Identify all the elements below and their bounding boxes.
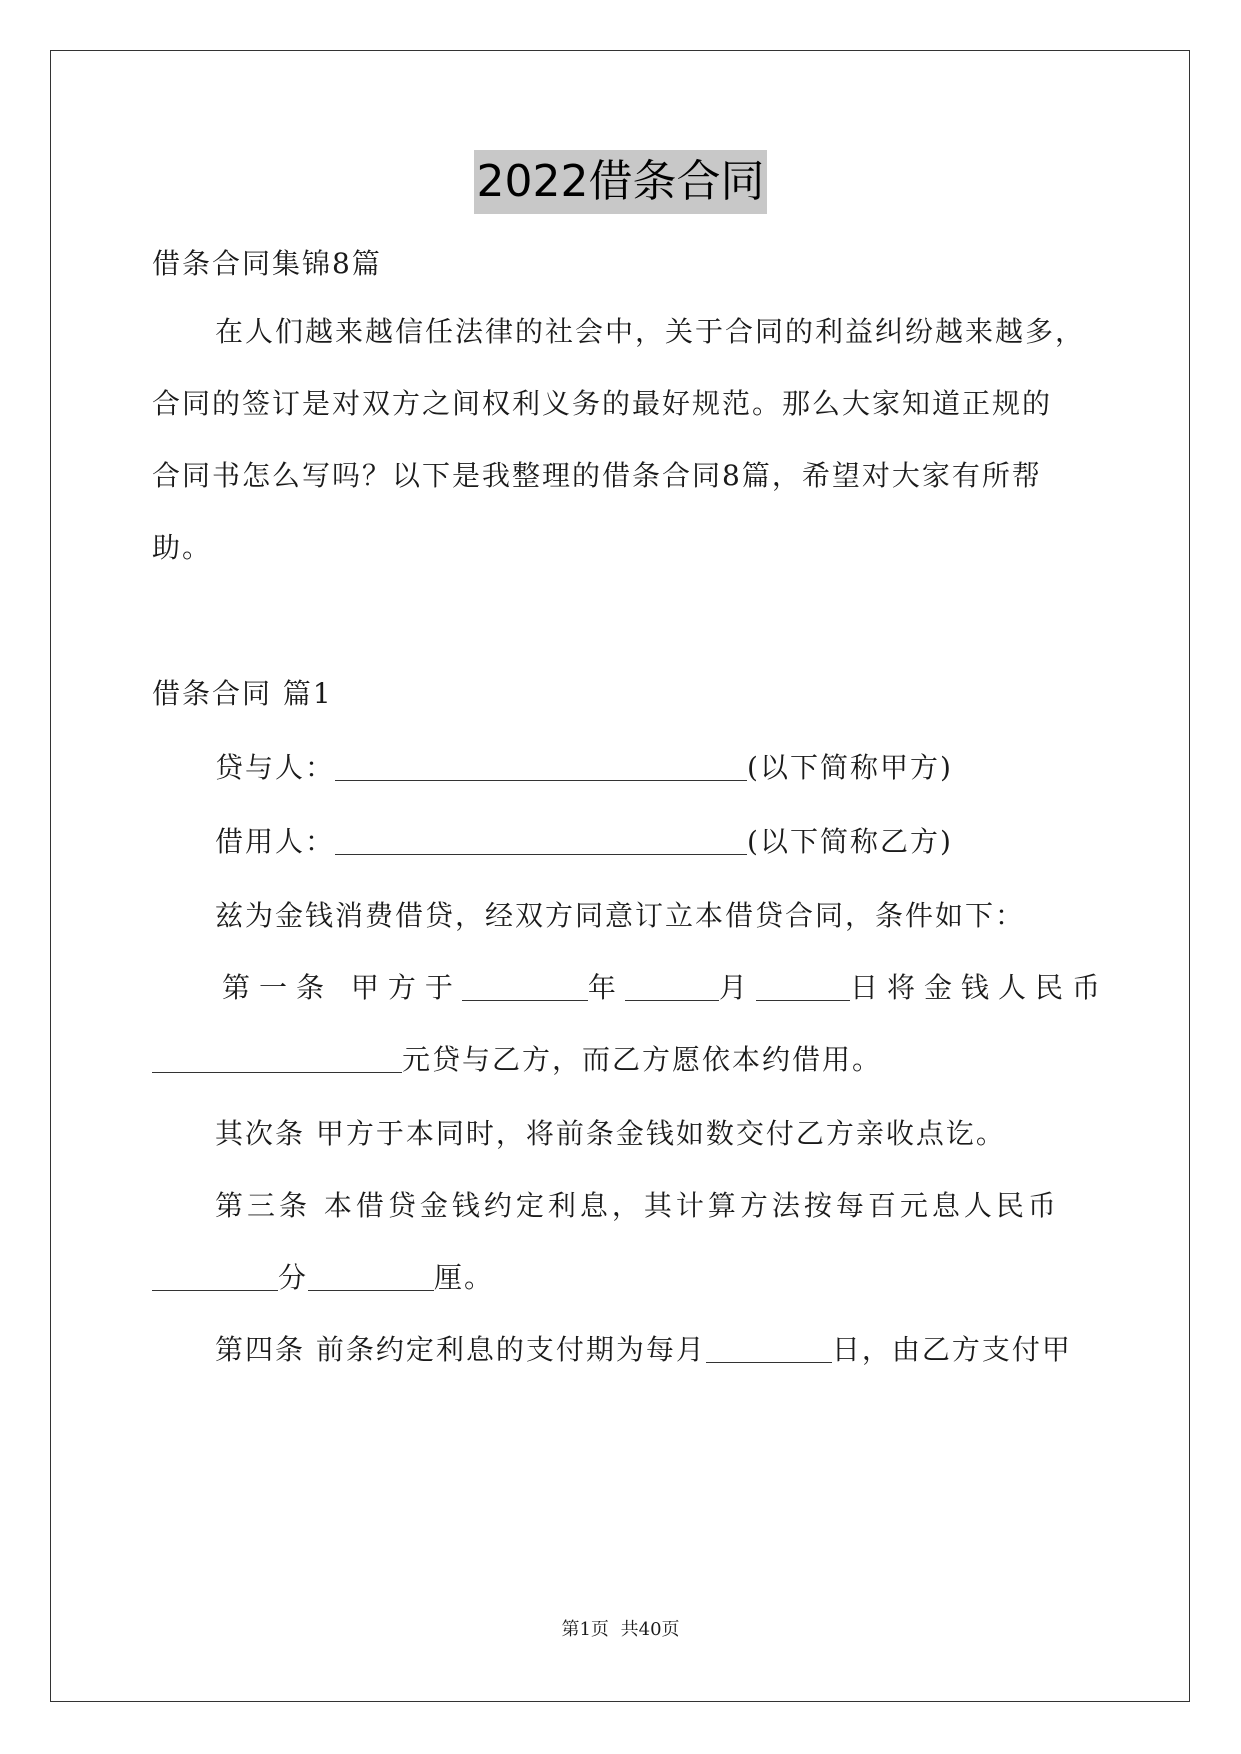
fen-blank[interactable] xyxy=(152,1260,278,1291)
document-subtitle: 借条合同集锦8篇 xyxy=(152,247,382,280)
borrower-blank[interactable] xyxy=(335,824,747,855)
article1-part2: 年 xyxy=(587,971,625,1004)
article4-line-1 xyxy=(215,1330,1072,1370)
intro-line-2: 合同的签订是对双方之间权利义务的最好规范。那么大家知道正规的 xyxy=(152,387,1053,420)
article1-part5: 元贷与乙方，而乙方愿依本约借用。 xyxy=(402,1043,883,1076)
article2: 其次条 甲方于本同时，将前条金钱如数交付乙方亲收点讫。 xyxy=(215,1117,1006,1150)
article3-line-1: 第三条 本借贷金钱约定利息，其计算方法按每百元息人民币 xyxy=(215,1189,1060,1222)
year-blank[interactable] xyxy=(462,970,588,1001)
article1-part4: 日将金钱人民币 xyxy=(849,971,1109,1004)
intro-line-4: 助。 xyxy=(152,531,213,564)
borrower-suffix: (以下简称乙方) xyxy=(747,825,953,858)
lender-suffix: (以下简称甲方) xyxy=(747,751,953,784)
article1-part3: 月 xyxy=(718,971,756,1004)
borrower-label: 借用人： xyxy=(215,825,336,858)
intro-line-3: 合同书怎么写吗？以下是我整理的借条合同8篇，希望对大家有所帮 xyxy=(152,459,1042,492)
month-blank[interactable] xyxy=(625,970,719,1001)
page-number: 第1页 共40页 xyxy=(561,1619,680,1640)
lender-label: 贷与人： xyxy=(215,751,336,784)
li-blank[interactable] xyxy=(308,1260,434,1291)
article3-part2: 分 xyxy=(278,1261,309,1294)
preamble: 兹为金钱消费借贷，经双方同意订立本借贷合同，条件如下： xyxy=(215,899,1026,932)
borrower-line xyxy=(215,822,953,862)
title-wrap xyxy=(0,150,1241,214)
lender-line xyxy=(215,748,953,788)
intro-line-1: 在人们越来越信任法律的社会中，关于合同的利益纠纷越来越多， xyxy=(215,315,1086,348)
article1-line-2 xyxy=(152,1040,882,1080)
amount-blank[interactable] xyxy=(152,1042,402,1073)
payment-day-blank[interactable] xyxy=(706,1332,832,1363)
article1-part1: 第一条 甲方于 xyxy=(222,971,462,1004)
section-heading: 借条合同 篇1 xyxy=(152,677,333,710)
article3-line-2 xyxy=(152,1258,494,1298)
document-title: 2022借条合同 xyxy=(474,150,768,214)
day-blank[interactable] xyxy=(756,970,850,1001)
article4-part1: 第四条 前条约定利息的支付期为每月 xyxy=(215,1333,706,1366)
article3-part3: 厘。 xyxy=(434,1261,495,1294)
article1-line-1 xyxy=(222,968,1109,1008)
lender-blank[interactable] xyxy=(335,750,747,781)
page-frame xyxy=(50,50,1190,1702)
article4-part2: 日，由乙方支付甲 xyxy=(831,1333,1072,1366)
